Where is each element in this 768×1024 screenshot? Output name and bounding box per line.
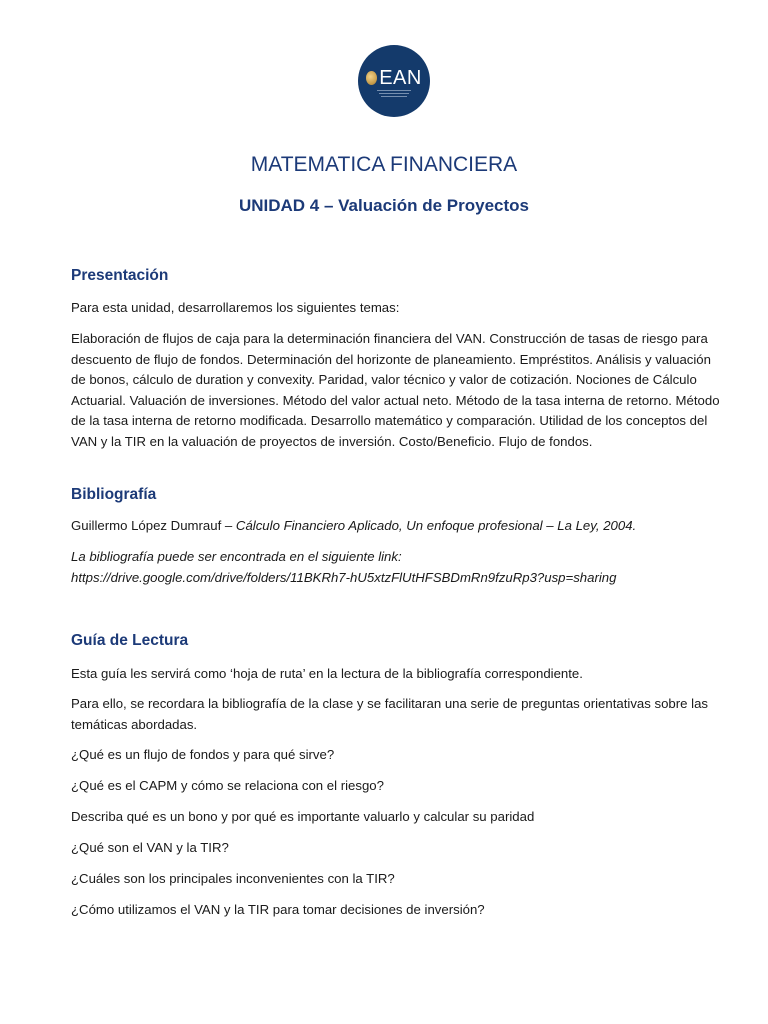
heading-presentacion: Presentación: [71, 267, 169, 284]
guia-question: ¿Qué es un flujo de fondos y para qué sirve?: [71, 747, 335, 762]
guia-question: Describa qué es un bono y por qué es importante valuarlo y calcular su paridad: [71, 809, 535, 824]
guia-question: ¿Cómo utilizamos el VAN y la TIR para tomar decisiones de inversión?: [71, 902, 485, 917]
bibliografia-link-note: La bibliografía puede ser encontrada en el siguiente link:: [71, 549, 402, 564]
presentacion-topics: Elaboración de flujos de caja para la determinación financiera del VAN. Construcción de tasas de riesgo para descuento de flujo de fondos. Determinación del horizonte de planeamiento. Empréstitos. Análisis y valuación de bonos, cálculo de duration y convexity. Paridad, valor técnico y valor de cotización. Nociones de Cálculo Actuarial. Valuación de inversiones. Método del valor actual neto. Método de la tasa interna de retorno. Método de la tasa interna de retorno modificada. Desarrollo matemático y comparación. Utilidad de los conceptos del VAN y la TIR en la valuación de proyectos de inversión. Costo/Beneficio. Flujo de fondos.: [71, 331, 720, 449]
guia-question: ¿Qué son el VAN y la TIR?: [71, 840, 229, 855]
bibliografia-link[interactable]: https://drive.google.com/drive/folders/11BKRh7-hU5xtzFlUtHFSBDmRn9fzuRp3?usp=sharing: [71, 570, 617, 585]
presentacion-intro: Para esta unidad, desarrollaremos los siguientes temas:: [71, 300, 400, 315]
document-title: MATEMATICA FINANCIERA: [250, 153, 518, 176]
bibliografia-reference: [71, 516, 721, 537]
heading-guia: Guía de Lectura: [71, 632, 189, 649]
logo-tagline-lines: [358, 90, 430, 97]
bibliografia-author: Guillermo López Dumrauf –: [71, 518, 236, 533]
guia-question: ¿Cuáles son los principales inconvenientes con la TIR?: [71, 871, 395, 886]
guia-para-ello: Para ello, se recordara la bibliografía de la clase y se facilitaran una serie de preguntas orientativas sobre las temáticas abordadas.: [71, 696, 709, 732]
ean-logo: [358, 45, 430, 117]
document-subtitle: UNIDAD 4 – Valuación de Proyectos: [238, 196, 530, 215]
heading-bibliografia: Bibliografía: [71, 486, 157, 503]
logo-text: EAN: [379, 67, 422, 89]
guia-question: ¿Qué es el CAPM y cómo se relaciona con el riesgo?: [71, 778, 384, 793]
guia-intro: Esta guía les servirá como ‘hoja de ruta’ en la lectura de la bibliografía correspondiente.: [71, 666, 583, 681]
logo-swirl-icon: [366, 71, 377, 85]
bibliografia-book: Cálculo Financiero Aplicado, Un enfoque profesional – La Ley, 2004.: [235, 518, 637, 533]
